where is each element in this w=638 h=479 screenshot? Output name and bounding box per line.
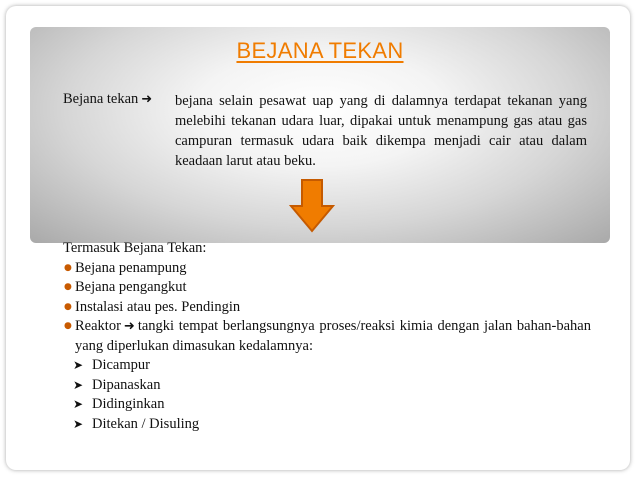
arrowhead-bullet-icon: ➤ <box>73 358 84 372</box>
sub-list-item: ➤ Dipanaskan <box>73 376 591 396</box>
reaktor-text: tangki tempat berlangsungnya proses/reaksi kimia dengan jalan bahan-bahan yang diperlukan dimasukan kedalamnya: <box>75 318 591 354</box>
reaktor-label: Reaktor <box>75 318 121 334</box>
bullet-icon: ● <box>64 301 72 312</box>
content-block <box>63 239 591 434</box>
main-list <box>63 259 591 357</box>
slide-title: BEJANA TEKAN <box>236 38 404 63</box>
definition-text: bejana selain pesawat uap yang di dalamnya terdapat tekanan yang melebihi tekanan udara luar, dipakai untuk menampung gas atau gas campuran termasuk udara baik dikempa menjadi cair atau dalam keadaan larut atau beku. <box>175 93 587 169</box>
list-item: ● Instalasi atau pes. Pendingin <box>63 298 591 318</box>
arrowhead-bullet-icon: ➤ <box>73 377 84 392</box>
right-arrow-icon: ➜ <box>123 319 135 334</box>
bullet-icon: ● <box>64 282 72 292</box>
list-intro: Termasuk Bejana Tekan: <box>63 240 207 256</box>
bullet-icon: ● <box>64 262 72 273</box>
down-arrow-icon <box>289 179 335 233</box>
sub-list-item: ➤ Didinginkan <box>73 395 591 415</box>
sub-list <box>63 356 591 434</box>
arrowhead-bullet-icon: ➤ <box>73 397 84 411</box>
sub-list-item: ➤ Ditekan / Disuling <box>73 415 591 435</box>
definition-term-label: Bejana tekan <box>63 91 139 107</box>
definition-term <box>63 91 155 108</box>
bullet-icon: ● <box>64 321 72 331</box>
list-item: ● Bejana penampung <box>63 259 591 279</box>
list-item-reaktor <box>63 317 591 356</box>
sub-list-item: ➤ Dicampur <box>73 356 591 376</box>
right-arrow-icon: ➜ <box>141 92 153 107</box>
list-item: ● Bejana pengangkut <box>63 278 591 298</box>
arrowhead-bullet-icon: ➤ <box>73 416 84 431</box>
